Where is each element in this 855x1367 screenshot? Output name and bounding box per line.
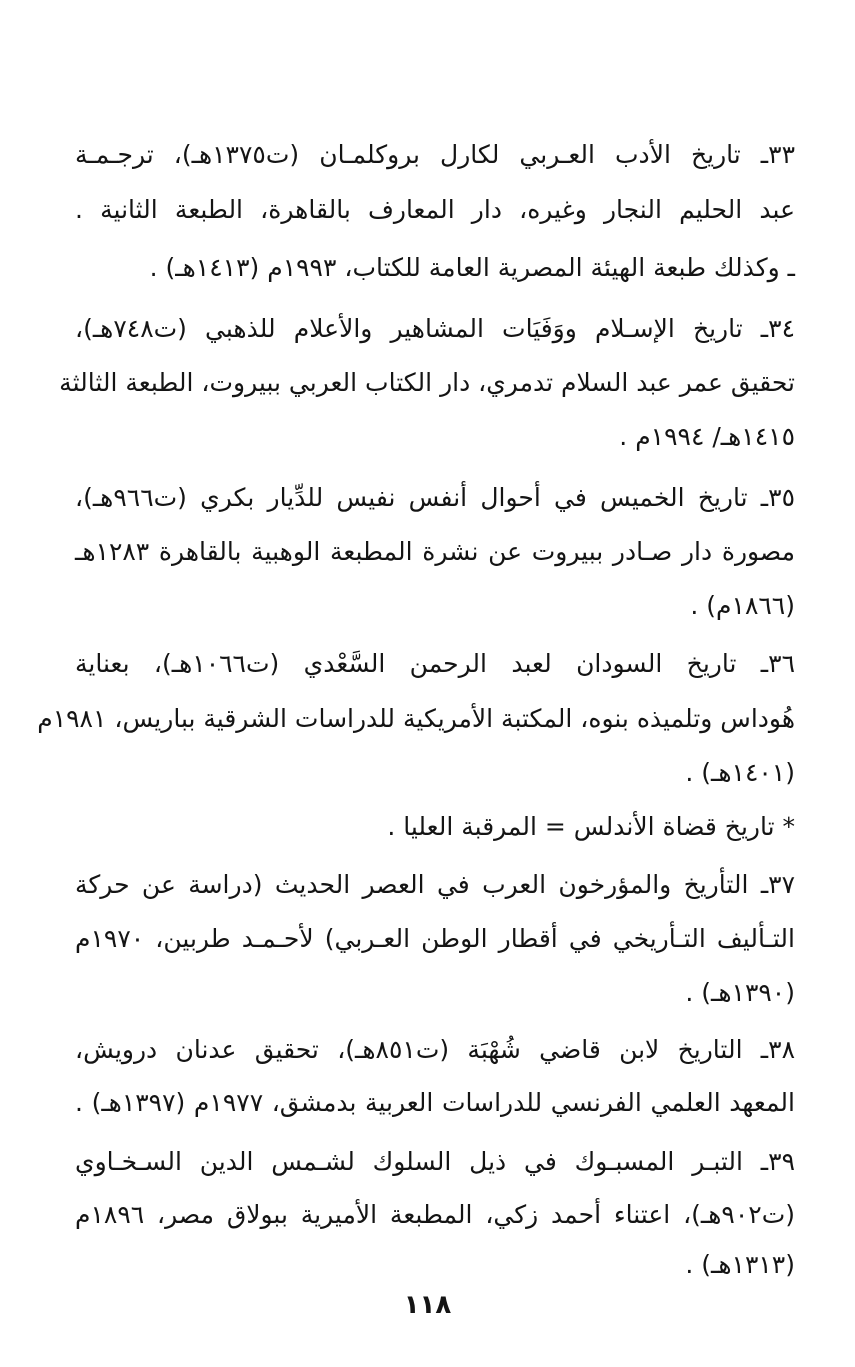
text-line: تحقيق عمر عبد السلام تدمري، دار الكتاب العربي ببيروت، الطبعة الثالثة [59,368,795,397]
text-line: ـ وكذلك طبعة الهيئة المصرية العامة للكتاب، ١٩٩٣م (١٤١٣هـ) . [149,253,795,282]
text-line: مصورة دار صـادر ببيروت عن نشرة المطبعة الوهبية بالقاهرة ١٢٨٣هـ [75,537,795,566]
text-line: ٣٨ـ التاريخ لابن قاضي شُهْبَة (ت٨٥١هـ)، تحقيق عدنان درويش، [75,1035,795,1064]
text-line: ٣٣ـ تاريخ الأدب العـربي لكارل بروكلمـان (ت١٣٧٥هـ)، ترجـمـة [75,140,795,169]
text-line: المعهد العلمي الفرنسي للدراسات العربية بدمشق، ١٩٧٧م (١٣٩٧هـ) . [75,1088,795,1117]
text-line: (ت٩٠٢هـ)، اعتناء أحمد زكي، المطبعة الأميرية ببولاق مصر، ١٨٩٦م [75,1200,795,1229]
text-line: (١٤٠١هـ) . [685,758,795,787]
text-line: ٣٤ـ تاريخ الإسـلام ووَفَيَات المشاهير والأعلام للذهبي (ت٧٤٨هـ)، [75,314,795,343]
text-line: (١٨٦٦م) . [690,591,795,620]
text-line: هُوداس وتلميذه بنوه، المكتبة الأمريكية للدراسات الشرقية بباريس، ١٩٨١م [37,704,795,733]
text-line: ٣٧ـ التأريخ والمؤرخون العرب في العصر الحديث (دراسة عن حركة [75,870,795,899]
text-line: ٣٥ـ تاريخ الخميس في أحوال أنفس نفيس للدِّيار بكري (ت٩٦٦هـ)، [75,483,795,512]
text-line: التـأليف التـأريخي في أقطار الوطن العـربي) لأحـمـد طربين، ١٩٧٠م [75,924,795,953]
text-line: ١٤١٥هـ/ ١٩٩٤م . [619,422,795,451]
text-line: عبد الحليم النجار وغيره، دار المعارف بالقاهرة، الطبعة الثانية . [75,195,795,224]
text-line: * تاريخ قضاة الأندلس = المرقبة العليا . [387,812,795,841]
page-number: ١١٨ [403,1290,452,1320]
text-line: ٣٦ـ تاريخ السودان لعبد الرحمن السَّعْدي (ت١٠٦٦هـ)، بعناية [75,649,795,678]
text-line: ٣٩ـ التبـر المسبـوك في ذيل السلوك لشـمس الدين السـخـاوي [75,1147,795,1176]
text-line: (١٣٩٠هـ) . [685,978,795,1007]
text-line: (١٣١٣هـ) . [685,1250,795,1279]
